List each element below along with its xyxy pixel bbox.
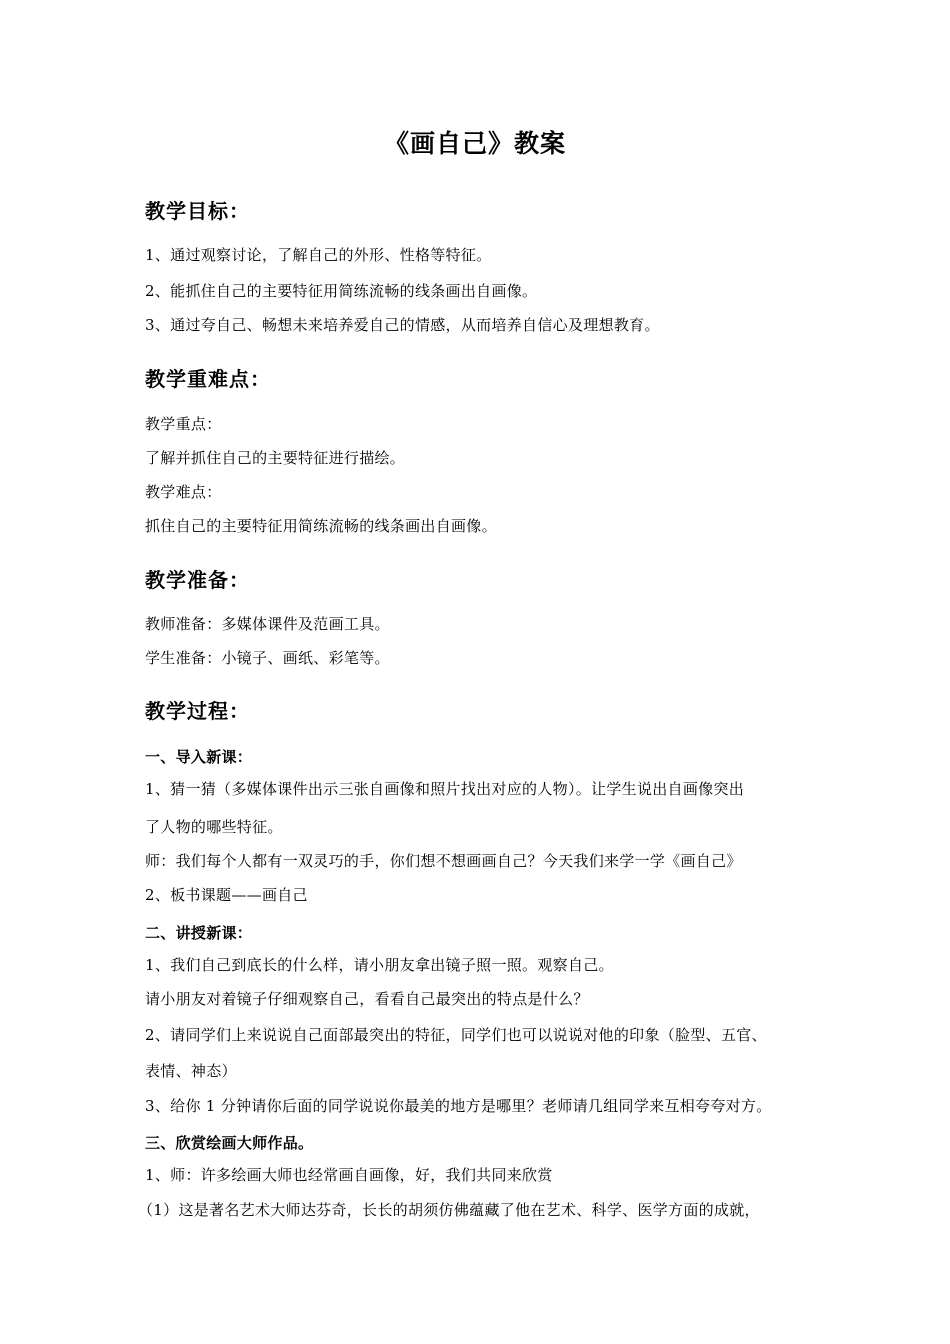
document-title: 《画自己》教案	[383, 129, 566, 158]
section3-heading: 三、欣赏绘画大师作品。	[145, 1134, 314, 1152]
section1-heading: 一、导入新课：	[145, 748, 253, 766]
goal-item: 1、通过观察讨论，了解自己的外形、性格等特征。	[145, 246, 492, 264]
goal-item: 2、能抓住自己的主要特征用简练流畅的线条画出自画像。	[145, 282, 538, 300]
teacher-preparation: 教师准备：多媒体课件及范画工具。	[145, 615, 390, 633]
section2-line: 2、请同学们上来说说自己面部最突出的特征，同学们也可以说说对他的印象（脸型、五官、	[145, 1026, 767, 1044]
focus-text: 了解并抓住自己的主要特征进行描绘。	[145, 449, 406, 467]
section1-line: 2、板书课题——画自己	[145, 886, 308, 904]
section1-line: 了人物的哪些特征。	[145, 818, 283, 836]
section1-line: 1、猜一猜（多媒体课件出示三张自画像和照片找出对应的人物）。让学生说出自画像突出	[145, 780, 745, 798]
key-points-heading: 教学重难点：	[145, 367, 271, 391]
goals-heading: 教学目标：	[145, 199, 250, 223]
section1-line: 师：我们每个人都有一双灵巧的手，你们想不想画画自己？今天我们来学一学《画自己》	[145, 852, 742, 870]
section2-line: 请小朋友对着镜子仔细观察自己，看看自己最突出的特点是什么？	[145, 990, 589, 1008]
process-heading: 教学过程：	[145, 699, 250, 723]
difficulty-label: 教学难点：	[145, 483, 222, 501]
section3-line: 1、师：许多绘画大师也经常画自画像，好，我们共同来欣赏	[145, 1166, 553, 1184]
section2-line: 3、给你 1 分钟请你后面的同学说说你最美的地方是哪里？老师请几组同学来互相夸夸对方。	[145, 1097, 772, 1115]
difficulty-text: 抓住自己的主要特征用简练流畅的线条画出自画像。	[145, 517, 497, 535]
section2-line: 表情、神态）	[145, 1062, 237, 1080]
student-preparation: 学生准备：小镜子、画纸、彩笔等。	[145, 649, 390, 667]
preparation-heading: 教学准备：	[145, 568, 250, 592]
focus-label: 教学重点：	[145, 415, 222, 433]
section2-line: 1、我们自己到底长的什么样，请小朋友拿出镜子照一照。观察自己。	[145, 956, 614, 974]
goal-item: 3、通过夸自己、畅想未来培养爱自己的情感，从而培养自信心及理想教育。	[145, 316, 660, 334]
section3-line: （1）这是著名艺术大师达芬奇，长长的胡须仿佛蕴藏了他在艺术、科学、医学方面的成就，	[138, 1201, 760, 1219]
section2-heading: 二、讲授新课：	[145, 924, 253, 942]
